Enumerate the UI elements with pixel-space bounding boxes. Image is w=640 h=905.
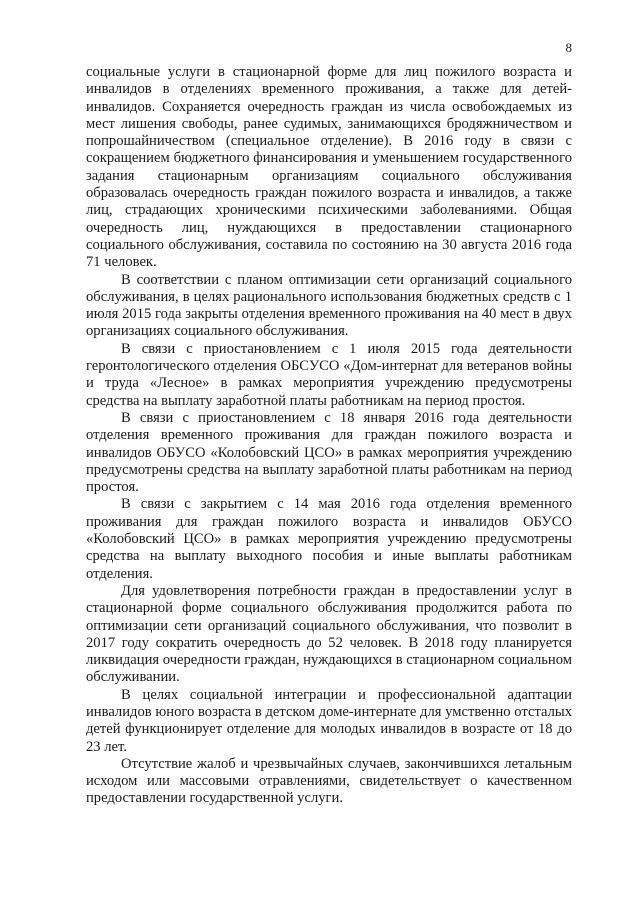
paragraph-quality-conclusion: Отсутствие жалоб и чрезвычайных случаев, закончившихся летальным исходом или массовыми отравлениями, свидетельствует о качественном предоставлении государственной услуги. <box>86 755 572 807</box>
paragraph-kolobovsky-closure: В связи с закрытием с 14 мая 2016 года отделения временного проживания для граждан пожилого возраста и инвалидов ОБУСО «Колобовский ЦСО» в рамках мероприятия учреждению предусмотрены средства на выплату выходного пособия и иные выплаты работникам отделения. <box>86 496 572 582</box>
page-number: 8 <box>565 40 572 55</box>
paragraph-optimization-plan: В соответствии с планом оптимизации сети организаций социального обслуживания, в целях рационального использования бюджетных средств с 1 июля 2015 года закрыты отделения временного проживания на 40 мест в двух организациях социального обслуживания. <box>86 271 572 340</box>
paragraph-young-disabled: В целях социальной интеграции и профессиональной адаптации инвалидов юного возраста в детском доме-интернате для умственно отсталых детей функционирует отделение для молодых инвалидов в возрасте от 18 до 23 лет. <box>86 686 572 755</box>
paragraph-lesnoe-suspension: В связи с приостановлением с 1 июля 2015 года деятельности геронтологического отделения ОБСУСО «Дом-интернат для ветеранов войны и труда «Лесное» в рамках мероприятия учреждению предусмотрены средства на выплату заработной платы работникам на период простоя. <box>86 340 572 409</box>
paragraph-continuation: социальные услуги в стационарной форме для лиц пожилого возраста и инвалидов в отделениях временного проживания, а также для детей-инвалидов. Сохраняется очередность граждан из числа освобождаемых из мест лишения свободы, ранее судимых, занимающихся бродяжничеством и попрошайничеством (специальное отделение). В 2016 году в связи с сокращением бюджетного финансирования и уменьшением государственного задания стационарным организациям социального обслуживания образовалась очередность граждан пожилого возраста и инвалидов, а также лиц, страдающих хроническими психическими заболеваниями. Общая очередность лиц, нуждающихся в предоставлении стационарного социального обслуживания, составила по состоянию на 30 августа 2016 года 71 человек. <box>86 64 572 271</box>
document-body <box>86 64 572 808</box>
paragraph-kolobovsky-suspension: В связи с приостановлением с 18 января 2016 года деятельности отделения временного проживания для граждан пожилого возраста и инвалидов ОБУСО «Колобовский ЦСО» в рамках мероприятия учреждению предусмотрены средства на выплату заработной платы работникам на период простоя. <box>86 409 572 496</box>
paragraph-queue-reduction: Для удовлетворения потребности граждан в предоставлении услуг в стационарной форме социального обслуживания продолжится работа по оптимизации сети организаций социального обслуживания, что позволит в 2017 году сократить очередность до 52 человек. В 2018 году планируется ликвидация очередности граждан, нуждающихся в стационарном социальном обслуживании. <box>86 582 572 686</box>
